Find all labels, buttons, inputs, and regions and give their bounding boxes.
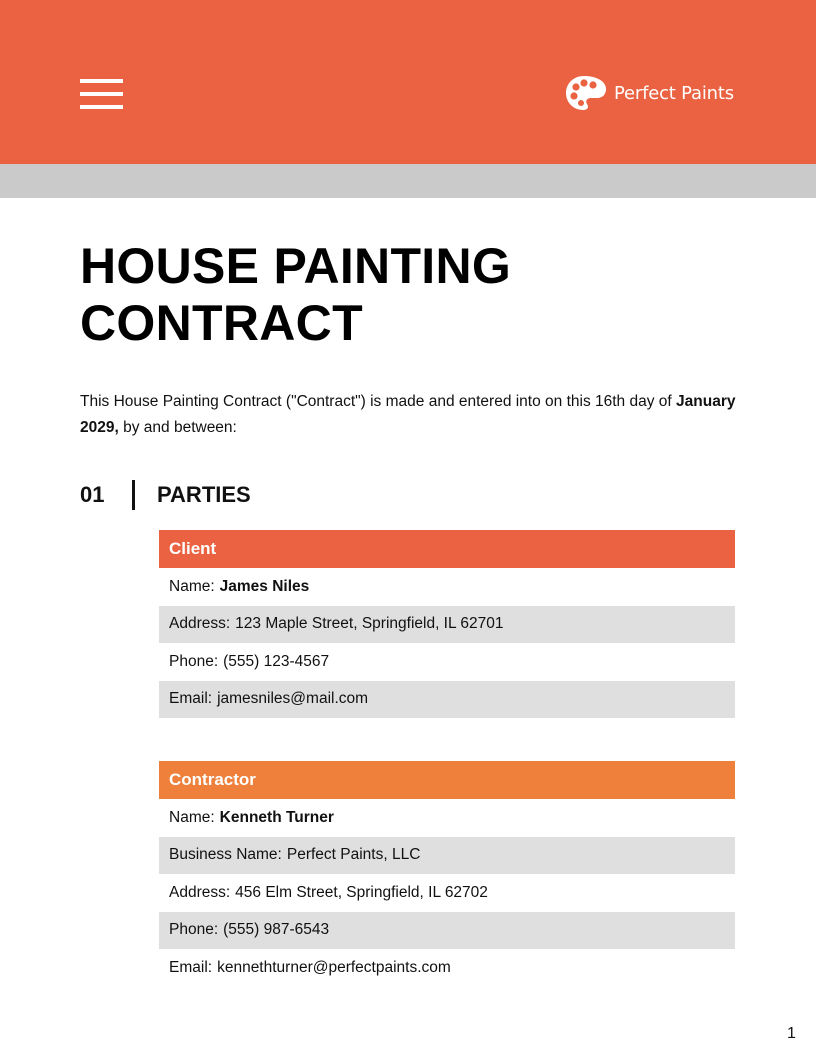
page-number: 1 [787,1025,796,1042]
contractor-name: Kenneth Turner [219,808,334,826]
label: Business Name: [169,846,282,864]
client-email-row [159,681,735,719]
intro-paragraph [80,389,740,441]
label: Phone: [169,652,219,670]
intro-text-start: This House Painting Contract ("Contract") is made and entered into on this 16th day of [80,393,677,410]
contractor-heading: Contractor [159,761,735,799]
menu-line [80,105,123,109]
label: Address: [169,615,231,633]
title-line-2: CONTRACT [80,295,363,351]
label: Address: [169,883,231,901]
contractor-card [159,761,735,987]
intro-date: January 2029, [80,393,736,436]
brand-name: Perfect Paints [614,82,734,104]
section-title: PARTIES [157,482,251,507]
title-line-1: HOUSE PAINTING [80,238,512,294]
contractor-email-row [159,949,735,987]
contractor-phone-row [159,912,735,950]
client-address: 123 Maple Street, Springfield, IL 62701 [235,615,504,633]
contractor-business-name: Perfect Paints, LLC [286,846,421,864]
label: Name: [169,808,215,826]
label: Email: [169,690,213,708]
contractor-phone: (555) 987-6543 [223,921,330,939]
contractor-business-row [159,837,735,875]
section-heading [80,479,251,511]
document-title [80,238,680,352]
client-name-row [159,568,735,606]
client-name: James Niles [219,577,310,595]
contractor-name-row [159,799,735,837]
menu-line [80,79,123,83]
brand-logo [565,74,734,112]
header-divider-band [0,164,816,198]
client-phone-row [159,643,735,681]
client-address-row [159,606,735,644]
label: Phone: [169,921,219,939]
client-phone: (555) 123-4567 [223,652,330,670]
contractor-address-row [159,874,735,912]
intro-text-end: by and between: [118,419,237,436]
client-card [159,530,735,718]
menu-line [80,92,123,96]
section-number: 01 [80,482,105,507]
contractor-email: kennethturner@perfectpaints.com [217,958,451,976]
label: Email: [169,958,213,976]
contractor-address: 456 Elm Street, Springfield, IL 62702 [235,883,488,901]
client-email: jamesniles@mail.com [217,690,369,708]
section-divider [132,480,135,510]
client-heading: Client [159,530,735,568]
label: Name: [169,577,215,595]
paint-palette-icon [565,74,607,112]
hamburger-menu-icon[interactable] [80,79,123,109]
